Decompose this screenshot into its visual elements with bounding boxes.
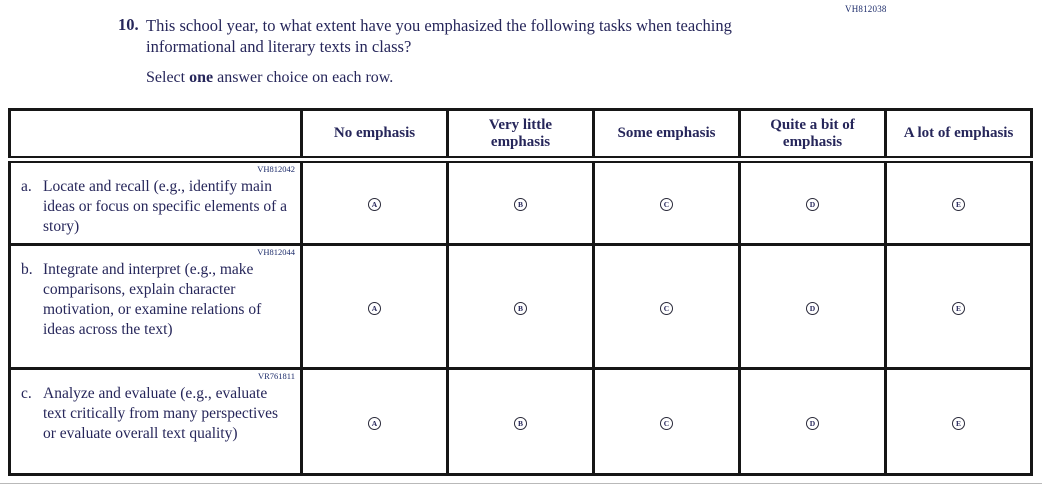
header-quite-a-bit-emphasis	[740, 110, 886, 160]
row-a-choice-cell-quite-a-bit[interactable]	[740, 160, 886, 245]
table-row-a	[10, 160, 1032, 245]
row-a-code: VH812042	[257, 164, 295, 174]
header-label: Very little emphasis	[488, 116, 553, 150]
row-a-choice-cell-no-emphasis[interactable]	[302, 160, 448, 245]
option-bubble-d[interactable]: D	[806, 302, 819, 315]
header-some-emphasis	[594, 110, 740, 160]
option-bubble-e[interactable]: E	[952, 417, 965, 430]
row-c-label: Analyze and evaluate (e.g., evaluate text critically from many perspectives or evaluate overall text quality)	[43, 385, 278, 442]
header-label: No emphasis	[333, 125, 416, 141]
option-bubble-d[interactable]: D	[806, 417, 819, 430]
row-c-choice-cell-a-lot[interactable]	[886, 369, 1032, 475]
table-row-b	[10, 245, 1032, 369]
option-bubble-a[interactable]: A	[368, 302, 381, 315]
row-b-letter: b.	[21, 261, 33, 278]
row-c-letter: c.	[21, 385, 32, 402]
row-c-choice-cell-some[interactable]	[594, 369, 740, 475]
header-row	[10, 110, 1032, 160]
option-bubble-b[interactable]: B	[514, 198, 527, 211]
option-bubble-d[interactable]: D	[806, 198, 819, 211]
header-label: Quite a bit of emphasis	[770, 116, 855, 150]
row-b-choice-cell-some[interactable]	[594, 245, 740, 369]
row-b-label: Integrate and interpret (e.g., make comparisons, explain character motivation, or examine relations of ideas across the text)	[43, 261, 262, 338]
option-bubble-a[interactable]: A	[368, 417, 381, 430]
row-b-choice-cell-a-lot[interactable]	[886, 245, 1032, 369]
question-number: 10.	[118, 15, 139, 34]
row-c-label-cell	[10, 369, 302, 475]
table-row-c	[10, 369, 1032, 475]
instruction-pre: Select	[146, 69, 190, 86]
option-bubble-b[interactable]: B	[514, 302, 527, 315]
option-bubble-c[interactable]: C	[660, 198, 673, 211]
row-c-code: VR761811	[258, 371, 295, 381]
header-empty-cell	[10, 110, 302, 160]
row-a-choice-cell-very-little[interactable]	[448, 160, 594, 245]
option-bubble-e[interactable]: E	[952, 302, 965, 315]
row-b-code: VH812044	[257, 247, 295, 257]
page-bottom-divider	[0, 483, 1042, 484]
row-b-choice-cell-quite-a-bit[interactable]	[740, 245, 886, 369]
question-text: This school year, to what extent have you emphasized the following tasks when teaching informational and literary texts in class?	[146, 16, 732, 56]
row-c-choice-cell-very-little[interactable]	[448, 369, 594, 475]
option-bubble-c[interactable]: C	[660, 417, 673, 430]
row-c-choice-cell-quite-a-bit[interactable]	[740, 369, 886, 475]
header-label: Some emphasis	[617, 125, 716, 141]
instruction-bold: one	[189, 69, 214, 86]
instruction-post: answer choice on each row.	[213, 69, 394, 86]
header-a-lot-emphasis	[886, 110, 1032, 160]
question-instruction	[146, 69, 778, 87]
header-no-emphasis	[302, 110, 448, 160]
header-label: A lot of emphasis	[903, 125, 1014, 141]
form-id-code: VH812038	[845, 4, 887, 14]
emphasis-matrix-table	[8, 108, 1033, 476]
header-very-little-emphasis	[448, 110, 594, 160]
row-b-label-cell	[10, 245, 302, 369]
option-bubble-e[interactable]: E	[952, 198, 965, 211]
row-a-choice-cell-some[interactable]	[594, 160, 740, 245]
row-a-label: Locate and recall (e.g., identify main ideas or focus on specific elements of a story)	[43, 178, 288, 235]
row-c-choice-cell-no-emphasis[interactable]	[302, 369, 448, 475]
question-block	[118, 15, 778, 87]
row-a-choice-cell-a-lot[interactable]	[886, 160, 1032, 245]
option-bubble-a[interactable]: A	[368, 198, 381, 211]
option-bubble-b[interactable]: B	[514, 417, 527, 430]
option-bubble-c[interactable]: C	[660, 302, 673, 315]
row-a-letter: a.	[21, 178, 32, 195]
row-a-label-cell	[10, 160, 302, 245]
row-b-choice-cell-very-little[interactable]	[448, 245, 594, 369]
row-b-choice-cell-no-emphasis[interactable]	[302, 245, 448, 369]
